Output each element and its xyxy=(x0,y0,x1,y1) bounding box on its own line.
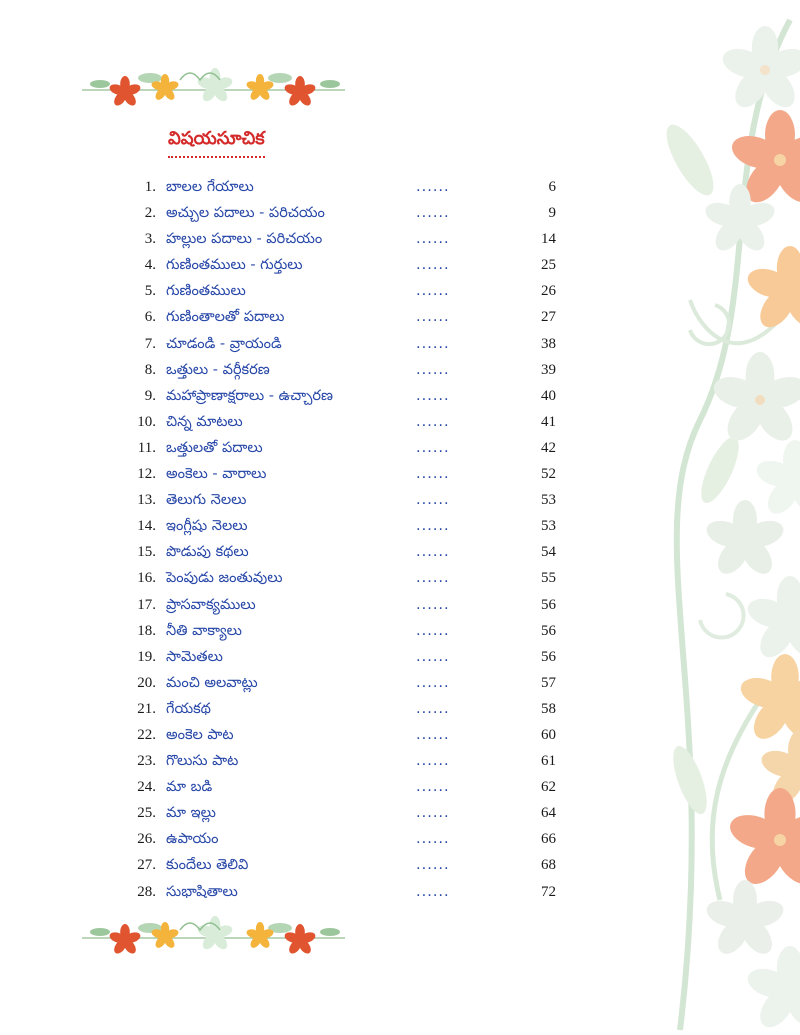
toc-entry xyxy=(110,461,560,487)
entry-leader-dots: ...... xyxy=(416,648,450,665)
entry-title: తెలుగు నెలలు xyxy=(166,492,247,509)
entry-page-number: 61 xyxy=(541,753,556,770)
entry-title: అచ్చుల పదాలు - పరిచయం xyxy=(166,205,325,222)
page-title: విషయసూచిక xyxy=(168,128,265,158)
entry-number: 5. xyxy=(144,283,156,300)
entry-number: 20. xyxy=(137,674,156,691)
entry-title: ఉపాయం xyxy=(166,831,219,848)
entry-page-number: 57 xyxy=(541,674,556,691)
entry-number: 26. xyxy=(137,831,156,848)
entry-number: 23. xyxy=(137,753,156,770)
entry-leader-dots: ...... xyxy=(416,622,450,639)
entry-title: నీతి వాక్యాలు xyxy=(166,622,242,639)
entry-page-number: 52 xyxy=(541,466,556,483)
entry-leader-dots: ...... xyxy=(416,361,450,378)
entry-page-number: 56 xyxy=(541,596,556,613)
entry-page-number: 68 xyxy=(541,857,556,874)
entry-title: ఒత్తులు - వర్గీకరణ xyxy=(166,361,270,378)
entry-title: సామెతలు xyxy=(166,648,223,665)
toc-entry xyxy=(110,826,560,852)
entry-title: మంచి అలవాట్లు xyxy=(166,674,258,691)
entry-leader-dots: ...... xyxy=(416,387,450,404)
entry-number: 4. xyxy=(144,257,156,274)
entry-leader-dots: ...... xyxy=(416,413,450,430)
toc-entry xyxy=(110,487,560,513)
entry-page-number: 56 xyxy=(541,622,556,639)
entry-page-number: 60 xyxy=(541,726,556,743)
entry-leader-dots: ...... xyxy=(416,257,450,274)
entry-page-number: 54 xyxy=(541,544,556,561)
entry-number: 21. xyxy=(137,700,156,717)
entry-leader-dots: ...... xyxy=(416,439,450,456)
entry-leader-dots: ...... xyxy=(416,309,450,326)
entry-page-number: 42 xyxy=(541,439,556,456)
entry-page-number: 14 xyxy=(541,231,556,248)
entry-leader-dots: ...... xyxy=(416,726,450,743)
entry-title: కుందేలు తెలివి xyxy=(166,857,249,874)
entry-leader-dots: ...... xyxy=(416,674,450,691)
toc-entry xyxy=(110,513,560,539)
entry-leader-dots: ...... xyxy=(416,335,450,352)
entry-page-number: 64 xyxy=(541,805,556,822)
entry-leader-dots: ...... xyxy=(416,179,450,195)
entry-title: సుభాషితాలు xyxy=(166,883,238,900)
toc-entry xyxy=(110,879,560,905)
entry-title: మా బడి xyxy=(166,779,213,796)
entry-number: 15. xyxy=(137,544,156,561)
entry-title: పెంపుడు జంతువులు xyxy=(166,570,283,587)
top-ornament-divider xyxy=(82,68,345,108)
entry-leader-dots: ...... xyxy=(416,596,450,613)
toc-entry xyxy=(110,670,560,696)
toc-entry xyxy=(110,435,560,461)
entry-title: పొడుపు కథలు xyxy=(166,544,249,561)
entry-number: 24. xyxy=(137,779,156,796)
entry-leader-dots: ...... xyxy=(416,492,450,509)
entry-title: గుణింతాలతో పదాలు xyxy=(166,309,285,326)
entry-leader-dots: ...... xyxy=(416,857,450,874)
entry-page-number: 26 xyxy=(541,283,556,300)
toc-entry xyxy=(110,252,560,278)
entry-page-number: 66 xyxy=(541,831,556,848)
entry-number: 2. xyxy=(144,205,156,222)
entry-title: అంకెల పాట xyxy=(166,726,234,743)
entry-number: 18. xyxy=(137,622,156,639)
entry-title: గొలుసు పాట xyxy=(166,753,239,770)
entry-title: ప్రాసవాక్యములు xyxy=(166,596,256,613)
table-of-contents xyxy=(110,174,560,905)
entry-leader-dots: ...... xyxy=(416,283,450,300)
entry-leader-dots: ...... xyxy=(416,544,450,561)
entry-title: హల్లుల పదాలు - పరిచయం xyxy=(166,231,323,248)
toc-entry xyxy=(110,800,560,826)
entry-page-number: 55 xyxy=(541,570,556,587)
entry-number: 28. xyxy=(137,883,156,900)
entry-leader-dots: ...... xyxy=(416,700,450,717)
entry-number: 9. xyxy=(144,387,156,404)
entry-number: 12. xyxy=(137,466,156,483)
entry-page-number: 27 xyxy=(541,309,556,326)
toc-entry xyxy=(110,539,560,565)
entry-number: 22. xyxy=(137,726,156,743)
entry-number: 3. xyxy=(144,231,156,248)
entry-leader-dots: ...... xyxy=(416,753,450,770)
entry-leader-dots: ...... xyxy=(416,570,450,587)
entry-leader-dots: ...... xyxy=(416,231,450,248)
entry-number: 1. xyxy=(144,179,156,195)
entry-title: ఒత్తులతో పదాలు xyxy=(166,439,263,456)
entry-page-number: 62 xyxy=(541,779,556,796)
toc-entry xyxy=(110,565,560,591)
entry-page-number: 9 xyxy=(548,205,556,222)
entry-number: 6. xyxy=(144,309,156,326)
entry-leader-dots: ...... xyxy=(416,518,450,535)
entry-page-number: 38 xyxy=(541,335,556,352)
toc-entry xyxy=(110,278,560,304)
entry-leader-dots: ...... xyxy=(416,466,450,483)
entry-number: 13. xyxy=(137,492,156,509)
entry-title: గేయకథ xyxy=(166,700,211,717)
entry-number: 7. xyxy=(144,335,156,352)
entry-number: 27. xyxy=(137,857,156,874)
entry-title: గుణింతములు xyxy=(166,283,246,300)
toc-entry xyxy=(110,592,560,618)
entry-title: గుణింతములు - గుర్తులు xyxy=(166,257,303,274)
entry-number: 19. xyxy=(137,648,156,665)
toc-entry xyxy=(110,644,560,670)
entry-leader-dots: ...... xyxy=(416,205,450,222)
entry-page-number: 53 xyxy=(541,492,556,509)
entry-page-number: 41 xyxy=(541,413,556,430)
toc-entry xyxy=(110,618,560,644)
toc-entry xyxy=(110,852,560,878)
toc-entry xyxy=(110,331,560,357)
entry-number: 8. xyxy=(144,361,156,378)
toc-entry xyxy=(110,696,560,722)
entry-title: మా ఇల్లు xyxy=(166,805,216,822)
entry-number: 14. xyxy=(137,518,156,535)
toc-entry xyxy=(110,722,560,748)
toc-entry xyxy=(110,383,560,409)
entry-number: 11. xyxy=(137,439,156,456)
entry-title: మహాప్రాణాక్షరాలు - ఉచ్చారణ xyxy=(166,387,333,404)
entry-page-number: 53 xyxy=(541,518,556,535)
entry-number: 16. xyxy=(137,570,156,587)
entry-number: 17. xyxy=(137,596,156,613)
toc-entry xyxy=(110,409,560,435)
toc-entry xyxy=(110,357,560,383)
toc-entry xyxy=(110,304,560,330)
entry-page-number: 39 xyxy=(541,361,556,378)
toc-entry xyxy=(110,226,560,252)
entry-page-number: 25 xyxy=(541,257,556,274)
bottom-ornament-divider xyxy=(82,916,345,956)
right-floral-border xyxy=(658,20,800,1033)
entry-number: 25. xyxy=(137,805,156,822)
entry-leader-dots: ...... xyxy=(416,883,450,900)
entry-leader-dots: ...... xyxy=(416,805,450,822)
entry-title: చిన్న మాటలు xyxy=(166,413,243,430)
entry-page-number: 72 xyxy=(541,883,556,900)
entry-title: ఇంగ్లీషు నెలలు xyxy=(166,518,248,535)
entry-title: బాలల గేయాలు xyxy=(166,179,254,195)
entry-leader-dots: ...... xyxy=(416,831,450,848)
toc-entry xyxy=(110,200,560,226)
entry-page-number: 40 xyxy=(541,387,556,404)
entry-leader-dots: ...... xyxy=(416,779,450,796)
entry-page-number: 6 xyxy=(548,179,556,195)
entry-number: 10. xyxy=(137,413,156,430)
toc-entry xyxy=(110,174,560,200)
entry-title: చూడండి - వ్రాయండి xyxy=(166,335,282,352)
toc-entry xyxy=(110,774,560,800)
toc-entry xyxy=(110,748,560,774)
entry-title: అంకెలు - వారాలు xyxy=(166,466,267,483)
entry-page-number: 58 xyxy=(541,700,556,717)
entry-page-number: 56 xyxy=(541,648,556,665)
